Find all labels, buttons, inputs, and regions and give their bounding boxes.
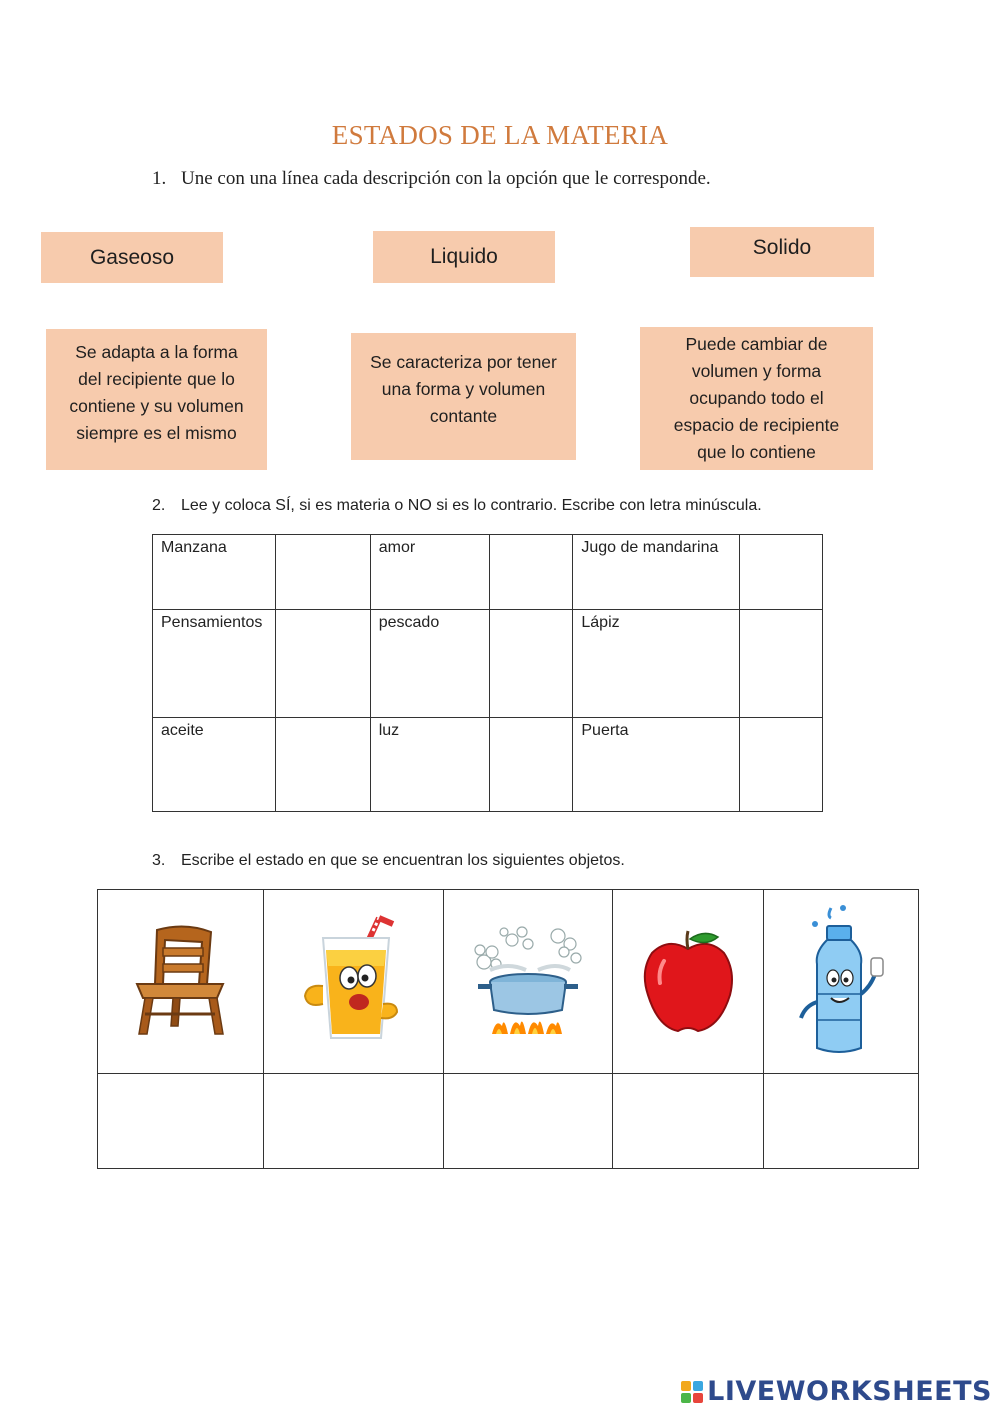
question-2-text: Lee y coloca SÍ, si es materia o NO si es lo contrario. Escribe con letra minúscula. xyxy=(181,497,762,514)
answer-input[interactable] xyxy=(98,1074,263,1168)
description-3-line: volumen y forma xyxy=(691,361,822,381)
state-solido-box[interactable]: Solido xyxy=(690,227,874,277)
liveworksheets-logo[interactable] xyxy=(681,1376,992,1407)
description-2-line: una forma y volumen xyxy=(381,379,546,399)
description-3-line: ocupando todo el xyxy=(689,388,824,408)
answer-cell[interactable] xyxy=(740,535,823,610)
chair-image xyxy=(125,922,235,1042)
answer-input[interactable] xyxy=(276,718,370,811)
image-cell xyxy=(613,890,764,1074)
answer-input[interactable] xyxy=(740,535,822,609)
table-cell-label: luz xyxy=(370,718,489,812)
state-gaseoso-box[interactable]: Gaseoso xyxy=(41,232,223,283)
description-3-line: que lo contiene xyxy=(697,442,816,462)
liveworksheets-logo-icon xyxy=(681,1381,703,1403)
description-box-2[interactable] xyxy=(351,333,576,460)
answer-cell[interactable] xyxy=(275,610,370,718)
logo-text: LIVEWORKSHEETS xyxy=(707,1376,992,1407)
description-box-1[interactable] xyxy=(46,329,267,470)
table-cell-label: pescado xyxy=(370,610,489,718)
apple-image xyxy=(638,927,738,1037)
answer-cell[interactable] xyxy=(613,1074,764,1169)
answer-cell[interactable] xyxy=(740,610,823,718)
table-row xyxy=(153,535,823,610)
question-1-text: Une con una línea cada descripción con la opción que le corresponde. xyxy=(181,168,711,189)
description-2-line: Se caracteriza por tener xyxy=(370,352,557,372)
answer-input[interactable] xyxy=(490,718,573,811)
description-1-line: contiene y su volumen xyxy=(69,396,244,416)
answer-cell[interactable] xyxy=(740,718,823,812)
answer-input[interactable] xyxy=(740,718,822,811)
table-cell-label: Manzana xyxy=(153,535,276,610)
materia-table xyxy=(152,534,823,812)
answer-input[interactable] xyxy=(276,610,370,717)
answer-cell[interactable] xyxy=(263,1074,443,1169)
answer-input[interactable] xyxy=(490,610,573,717)
question-3-text: Escribe el estado en que se encuentran los siguientes objetos. xyxy=(181,852,625,869)
description-box-3[interactable] xyxy=(640,327,873,470)
page-title: ESTADOS DE LA MATERIA xyxy=(331,120,669,150)
question-1 xyxy=(152,168,711,190)
answer-cell[interactable] xyxy=(275,535,370,610)
answer-input[interactable] xyxy=(490,535,573,609)
image-cell xyxy=(443,890,613,1074)
question-2 xyxy=(152,497,762,515)
boiling-pot-image xyxy=(468,922,588,1042)
question-1-number: 1. xyxy=(152,168,167,189)
table-cell-label: Puerta xyxy=(573,718,740,812)
answer-cell[interactable] xyxy=(275,718,370,812)
table-cell-label: Lápiz xyxy=(573,610,740,718)
question-2-number: 2. xyxy=(152,497,166,514)
answer-input[interactable] xyxy=(740,610,822,717)
table-cell-label: aceite xyxy=(153,718,276,812)
answer-input[interactable] xyxy=(264,1074,443,1168)
answer-cell[interactable] xyxy=(489,610,573,718)
answer-cell[interactable] xyxy=(443,1074,613,1169)
description-2-line: contante xyxy=(429,406,498,426)
answer-input[interactable] xyxy=(764,1074,918,1168)
image-cell xyxy=(764,890,919,1074)
table-row xyxy=(153,718,823,812)
image-cell xyxy=(263,890,443,1074)
objects-table xyxy=(97,889,919,1169)
image-cell xyxy=(98,890,264,1074)
juice-image xyxy=(293,914,413,1049)
answer-cell[interactable] xyxy=(489,535,573,610)
state-liquido-box[interactable]: Liquido xyxy=(373,231,555,283)
answer-cell[interactable] xyxy=(764,1074,919,1169)
table-row xyxy=(98,1074,919,1169)
table-row xyxy=(98,890,919,1074)
answer-cell[interactable] xyxy=(489,718,573,812)
question-3 xyxy=(152,852,625,870)
answer-input[interactable] xyxy=(613,1074,763,1168)
answer-input[interactable] xyxy=(444,1074,613,1168)
description-1-line: siempre es el mismo xyxy=(76,423,237,443)
description-1-line: del recipiente que lo xyxy=(78,369,235,389)
answer-cell[interactable] xyxy=(98,1074,264,1169)
table-cell-label: Jugo de mandarina xyxy=(573,535,740,610)
table-cell-label: Pensamientos xyxy=(153,610,276,718)
table-row xyxy=(153,610,823,718)
answer-input[interactable] xyxy=(276,535,370,609)
water-bottle-image xyxy=(791,902,891,1062)
table-cell-label: amor xyxy=(370,535,489,610)
description-3-line: Puede cambiar de xyxy=(685,334,828,354)
description-3-line: espacio de recipiente xyxy=(673,415,840,435)
description-1-line: Se adapta a la forma xyxy=(75,342,238,362)
question-3-number: 3. xyxy=(152,852,166,869)
